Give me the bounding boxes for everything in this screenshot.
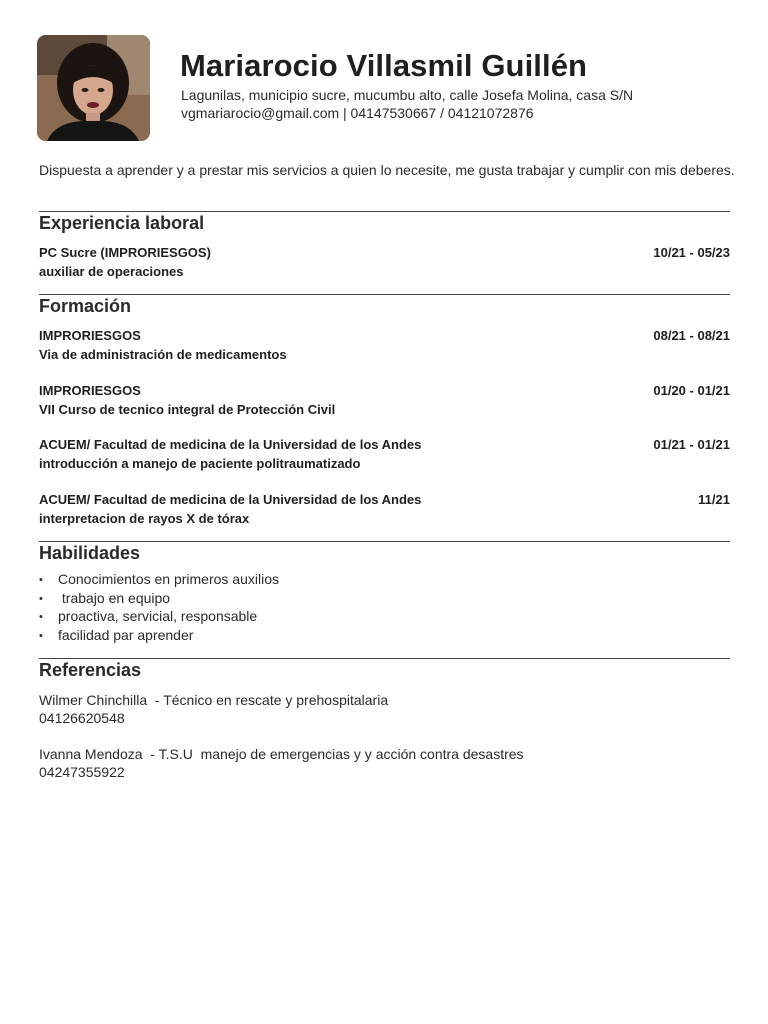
entry-dates: 10/21 - 05/23 xyxy=(653,245,730,260)
profile-photo xyxy=(37,35,150,141)
list-item xyxy=(39,627,279,646)
reference-phone: 04247355922 xyxy=(39,764,125,780)
entry-role: interpretacion de rayos X de tórax xyxy=(39,511,250,526)
section-divider xyxy=(39,658,730,659)
list-item xyxy=(39,608,279,627)
entry-dates: 08/21 - 08/21 xyxy=(653,328,730,343)
reference-phone: 04126620548 xyxy=(39,710,125,726)
section-title-skills: Habilidades xyxy=(39,543,141,563)
entry-organization: ACUEM/ Facultad de medicina de la Universidad de los Andes xyxy=(39,492,422,507)
skill-text: trabajo en equipo xyxy=(58,589,171,606)
experience-entry xyxy=(39,245,730,283)
section-divider xyxy=(39,541,730,542)
entry-organization: IMPRORIESGOS xyxy=(39,383,141,398)
bullet-icon: • xyxy=(39,592,43,605)
address-line: Lagunilas, municipio sucre, mucumbu alto, calle Josefa Molina, casa S/N xyxy=(181,87,634,103)
entry-role: VII Curso de tecnico integral de Protección Civil xyxy=(39,402,336,417)
entry-role: introducción a manejo de paciente politraumatizado xyxy=(39,456,361,471)
reference-name: Ivanna Mendoza - T.S.U manejo de emergencias y y acción contra desastres xyxy=(39,746,524,762)
entry-organization: PC Sucre (IMPRORIESGOS) xyxy=(39,245,211,260)
list-item xyxy=(39,590,279,609)
skill-text: Conocimientos en primeros auxilios xyxy=(58,571,279,587)
entry-dates: 01/21 - 01/21 xyxy=(653,437,730,452)
entry-organization: IMPRORIESGOS xyxy=(39,328,141,343)
entry-organization: ACUEM/ Facultad de medicina de la Universidad de los Andes xyxy=(39,437,422,452)
education-entry xyxy=(39,492,730,530)
bullet-icon: • xyxy=(39,611,43,623)
section-divider xyxy=(39,211,730,212)
skill-text: proactiva, servicial, responsable xyxy=(58,608,258,624)
contact-line: vgmariarocio@gmail.com | 04147530667 / 04121072876 xyxy=(181,105,534,121)
section-title-education: Formación xyxy=(39,296,132,316)
entry-role: auxiliar de operaciones xyxy=(39,264,184,279)
entry-dates: 01/20 - 01/21 xyxy=(653,383,730,398)
skill-text: facilidad par aprender xyxy=(58,626,194,643)
education-entry xyxy=(39,328,730,366)
bullet-icon: • xyxy=(39,574,43,586)
section-divider xyxy=(39,294,730,295)
bullet-icon: • xyxy=(39,629,43,642)
section-title-experience: Experiencia laboral xyxy=(39,213,205,233)
entry-dates: 11/21 xyxy=(698,492,730,507)
reference-name: Wilmer Chinchilla - Técnico en rescate y prehospitalaria xyxy=(39,692,389,708)
profile-summary: Dispuesta a aprender y a prestar mis servicios a quien lo necesite, me gusta trabajar y cumplir con mis deberes. xyxy=(39,162,735,178)
education-entry xyxy=(39,383,730,421)
list-item xyxy=(39,571,279,590)
education-entry xyxy=(39,437,730,475)
section-title-references: Referencias xyxy=(39,660,142,680)
candidate-name: Mariarocio Villasmil Guillén xyxy=(180,48,588,83)
entry-role: Via de administración de medicamentos xyxy=(39,347,287,362)
profile-photo-image xyxy=(37,35,150,141)
skills-list xyxy=(39,571,279,645)
